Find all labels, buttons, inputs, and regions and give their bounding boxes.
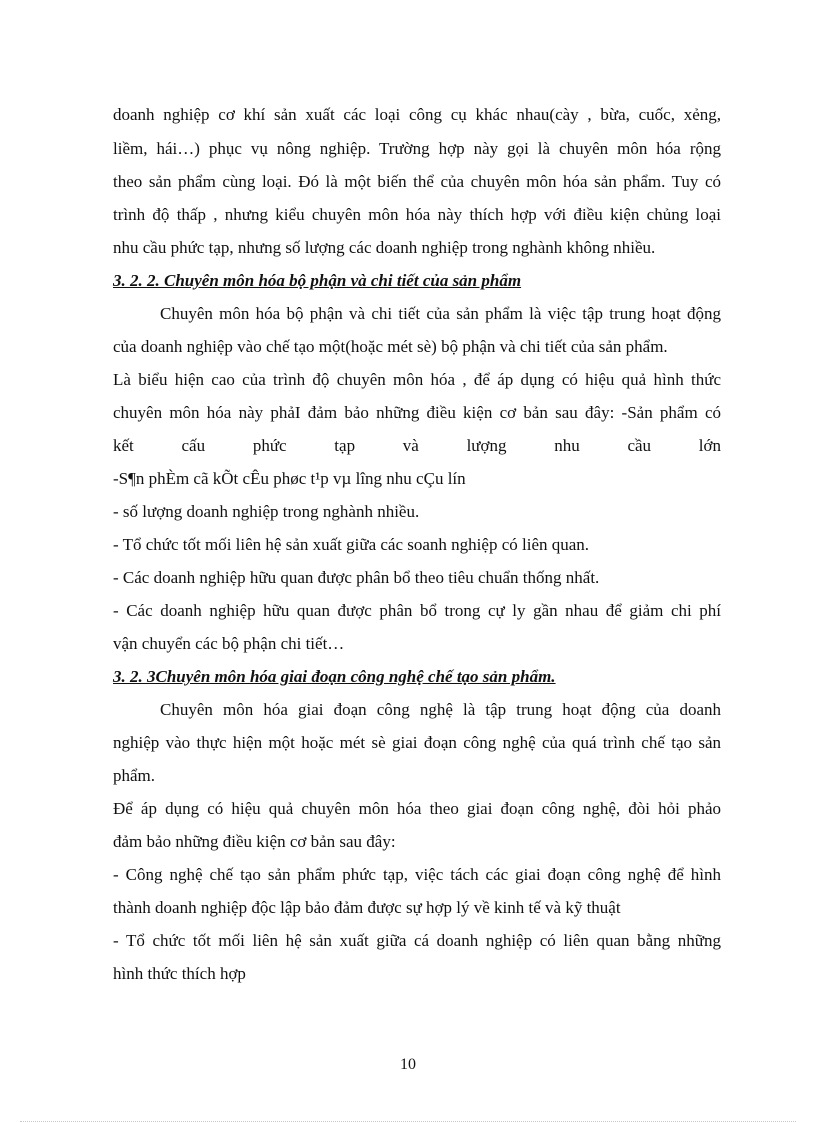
legacy-encoded-text-line: -S¶n phÈm cã kÕt cÊu phøc t¹p vµ lîng nhu cÇu lín <box>113 469 466 488</box>
list-item: - Các doanh nghiệp hữu quan được phân bổ theo tiêu chuẩn thống nhất. <box>113 568 600 587</box>
text-line: nhu cầu phức tạp, nhưng số lượng các doanh nghiệp trong nghành không nhiều. <box>113 238 656 257</box>
list-item: - Các doanh nghiệp hữu quan được phân bổ trong cự ly gần nhau để giảm chi phí <box>113 601 721 620</box>
text-line: đảm bảo những điều kiện cơ bản sau đây: <box>113 832 396 851</box>
text-line: vận chuyển các bộ phận chi tiết… <box>113 634 345 653</box>
text-line: trình độ thấp , nhưng kiểu chuyên môn hóa này thích hợp với điều kiện chủng loại <box>113 205 721 224</box>
section-heading-3-2-3: 3. 2. 3Chuyên môn hóa giai đoạn công nghệ chế tạo sản phẩm. <box>113 667 556 686</box>
text-line: nghiệp vào thực hiện một hoặc mét sè giai đoạn công nghệ của quá trình chế tạo sản <box>113 733 721 752</box>
text-line: chuyên môn hóa này phảI đảm bảo những điều kiện cơ bản sau đây: -Sản phẩm có <box>113 403 721 422</box>
section-heading-3-2-2: 3. 2. 2. Chuyên môn hóa bộ phận và chi tiết của sản phẩm <box>113 271 522 290</box>
text-line: thành doanh nghiệp độc lập bảo đảm được sự hợp lý về kinh tế và kỹ thuật <box>113 898 621 917</box>
text-line: phẩm. <box>113 766 156 785</box>
page-bottom-divider <box>20 1121 796 1122</box>
list-item: - số lượng doanh nghiệp trong nghành nhiều. <box>113 502 420 521</box>
text-line: Chuyên môn hóa giai đoạn công nghệ là tập trung hoạt động của doanh <box>160 700 721 719</box>
text-line: liềm, hái…) phục vụ nông nghiệp. Trường hợp này gọi là chuyên môn hóa rộng <box>113 139 721 158</box>
text-line: hình thức thích hợp <box>113 964 246 983</box>
text-line: Để áp dụng có hiệu quả chuyên môn hóa theo giai đoạn công nghệ, đòi hỏi phảo <box>113 799 721 818</box>
text-line: Chuyên môn hóa bộ phận và chi tiết của sản phẩm là việc tập trung hoạt động <box>160 304 721 323</box>
page-number: 10 <box>400 1056 416 1073</box>
text-line: doanh nghiệp cơ khí sản xuất các loại công cụ khác nhau(cày , bừa, cuốc, xẻng, <box>113 105 721 124</box>
text-line: kết cấu phức tạp và lượng nhu cầu lớn <box>113 436 721 455</box>
list-item: - Tổ chức tốt mối liên hệ sản xuất giữa cá doanh nghiệp có liên quan bằng những <box>113 931 721 950</box>
text-line: của doanh nghiệp vào chế tạo một(hoặc mét sè) bộ phận và chi tiết của sản phẩm. <box>113 337 668 356</box>
list-item: - Tổ chức tốt mối liên hệ sản xuất giữa các soanh nghiệp có liên quan. <box>113 535 590 554</box>
text-line: Là biểu hiện cao của trình độ chuyên môn hóa , để áp dụng có hiệu quả hình thức <box>113 370 721 389</box>
list-item: - Công nghệ chế tạo sản phẩm phức tạp, việc tách các giai đoạn công nghệ để hình <box>113 865 721 884</box>
text-line: theo sản phẩm cùng loại. Đó là một biến thể của chuyên môn hóa sản phẩm. Tuy có <box>113 172 721 191</box>
